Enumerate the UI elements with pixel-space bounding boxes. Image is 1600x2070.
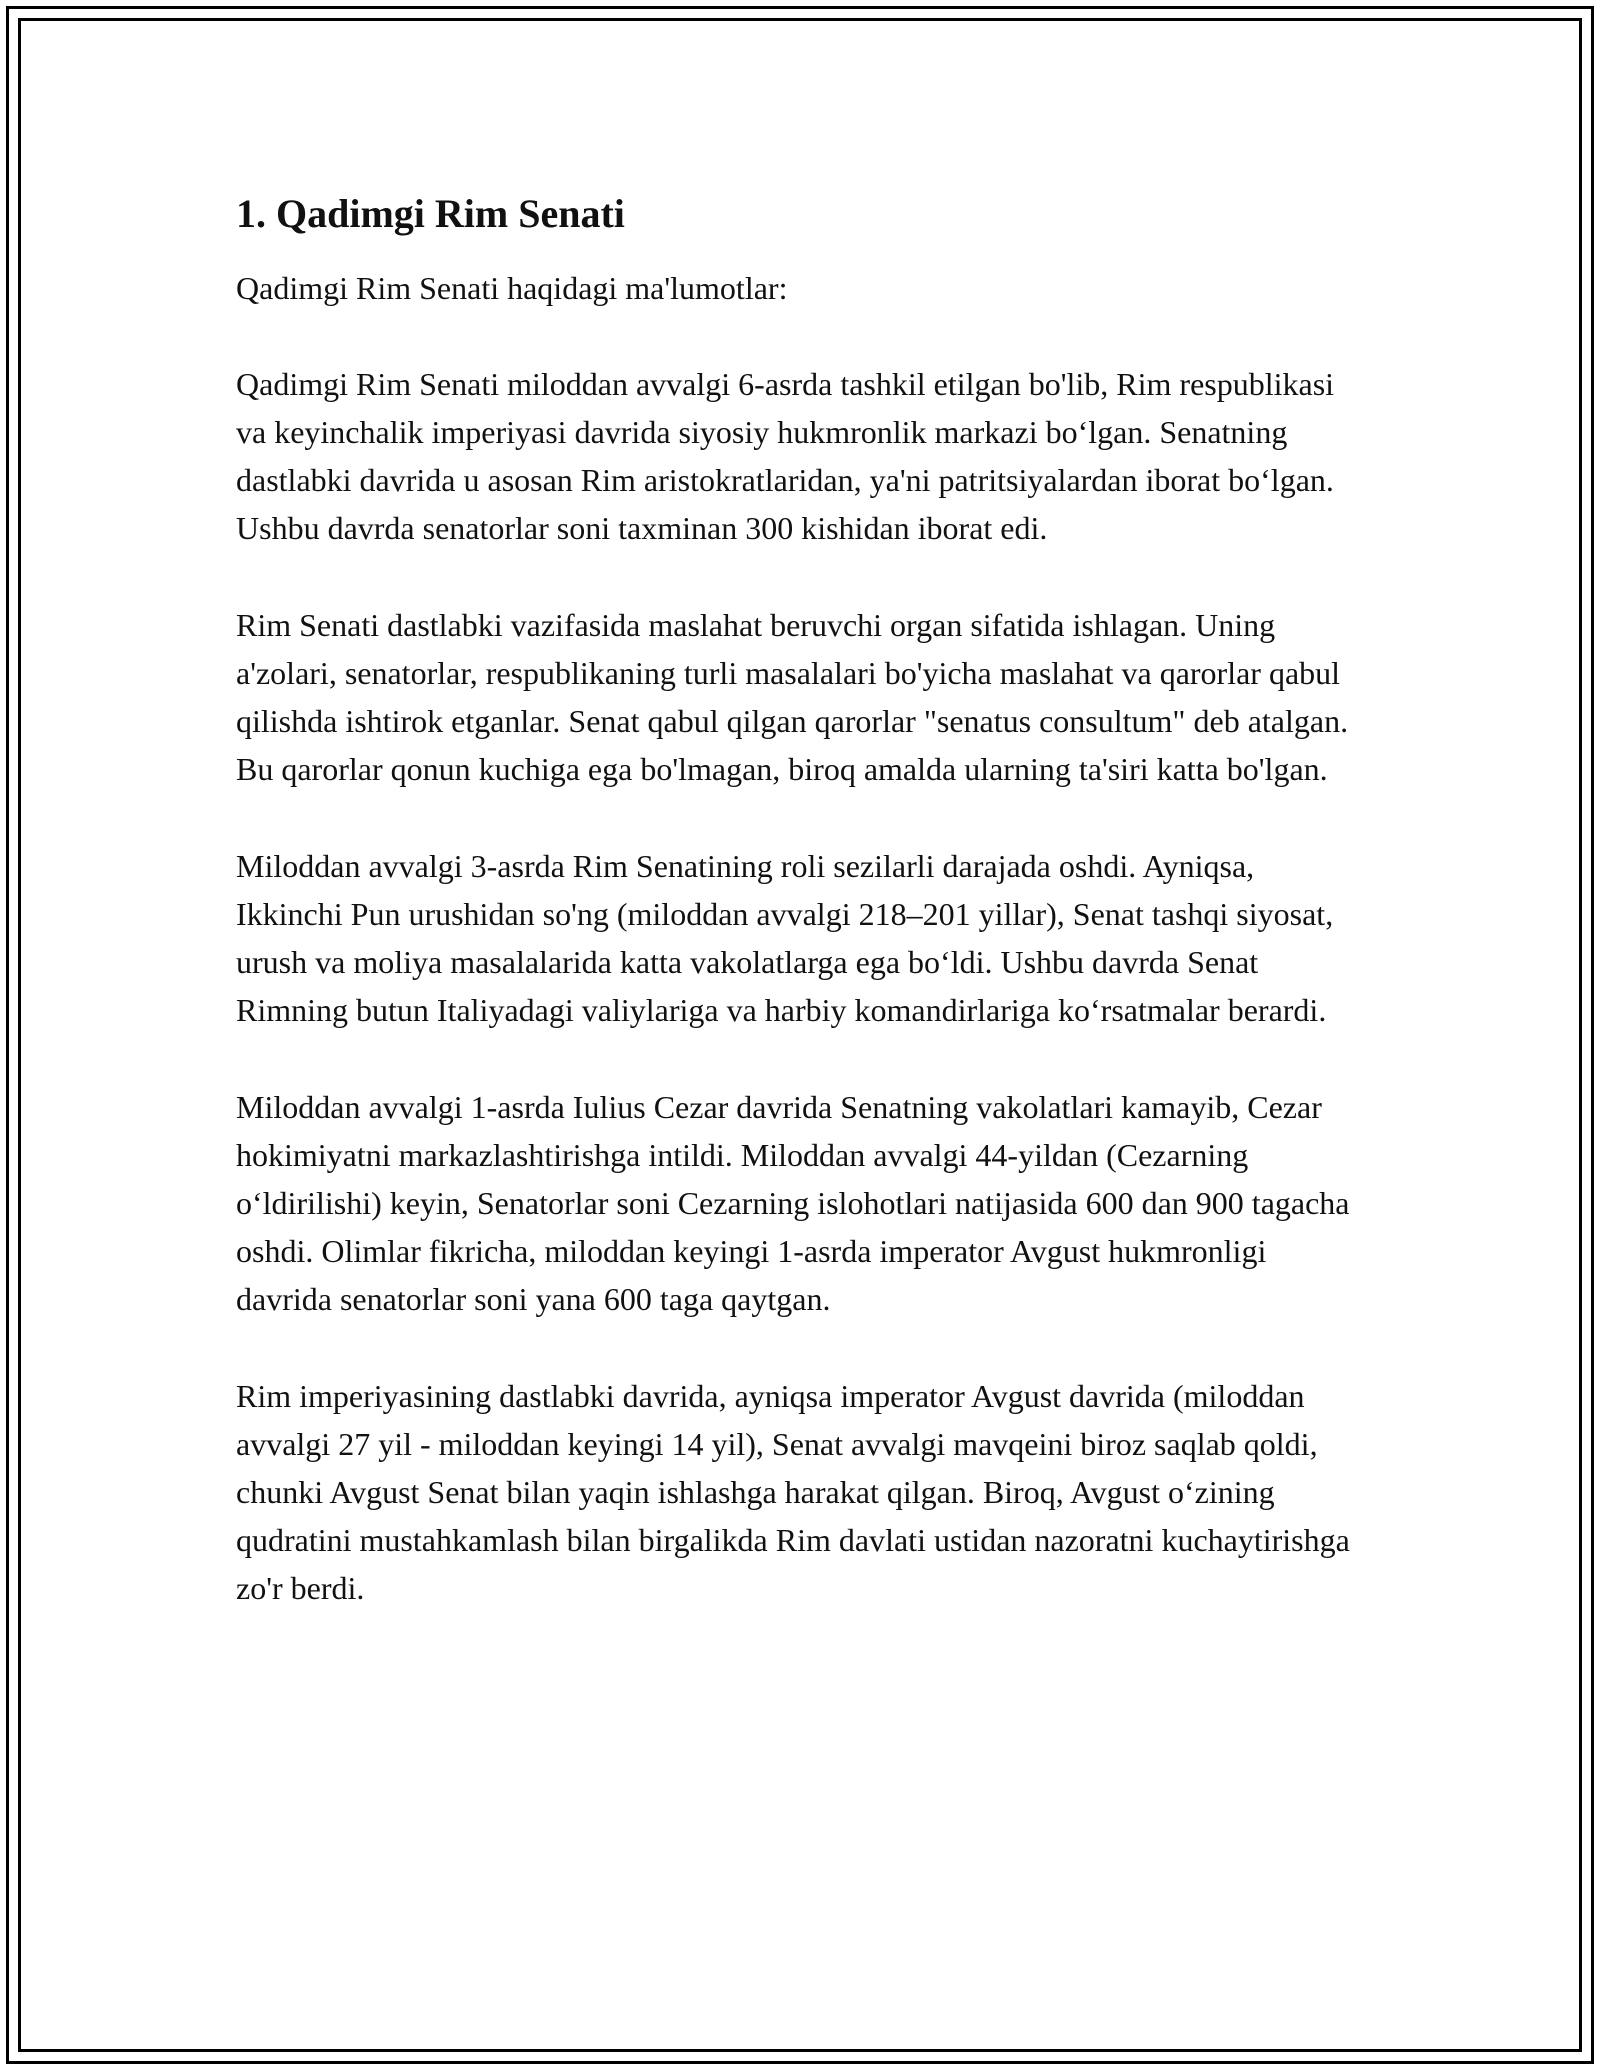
- paragraph-augustus-era: Rim imperiyasining dastlabki davrida, ayniqsa imperator Avgust davrida (miloddan avvalgi 27 yil - miloddan keyingi 14 yil), Senat avvalgi mavqeini biroz saqlab qoldi, chunki Avgust Senat bilan yaqin ishlashga harakat qilgan. Biroq, Avgust o‘zining qudratini mustahkamlash bilan birgalikda Rim davlati ustidan nazoratni kuchaytirishga zo'r berdi.: [236, 1378, 1350, 1606]
- document-body: [236, 186, 1366, 1661]
- intro-line: Qadimgi Rim Senati haqidagi ma'lumotlar:: [236, 270, 788, 306]
- section-heading: 1. Qadimgi Rim Senati: [236, 191, 625, 236]
- paragraph-caesar-era: Miloddan avvalgi 1-asrda Iulius Cezar davrida Senatning vakolatlari kamayib, Cezar hokimiyatni markazlashtirishga intildi. Miloddan avvalgi 44-yildan (Cezarning o‘ldirilishi) keyin, Senatorlar soni Cezarning islohotlari natijasida 600 dan 900 tagacha oshdi. Olimlar fikricha, miloddan keyingi 1-asrda imperator Avgust hukmronligi davrida senatorlar soni yana 600 taga qaytgan.: [236, 1089, 1350, 1317]
- paragraph-advisory-role: Rim Senati dastlabki vazifasida maslahat beruvchi organ sifatida ishlagan. Uning a'zolari, senatorlar, respublikaning turli masalalari bo'yicha maslahat va qarorlar qabul qilishda ishtirok etganlar. Senat qabul qilgan qarorlar "senatus consultum" deb atalgan. Bu qarorlar qonun kuchiga ega bo'lmagan, biroq amalda ularning ta'siri katta bo'lgan.: [236, 607, 1349, 787]
- paragraph-founding: Qadimgi Rim Senati miloddan avvalgi 6-asrda tashkil etilgan bo'lib, Rim respublikasi va keyinchalik imperiyasi davrida siyosiy hukmronlik markazi bo‘lgan. Senatning dastlabki davrida u asosan Rim aristokratlaridan, ya'ni patritsiyalardan iborat bo‘lgan. Ushbu davrda senatorlar soni taxminan 300 kishidan iborat edi.: [236, 366, 1335, 546]
- paragraph-third-century: Miloddan avvalgi 3-asrda Rim Senatining roli sezilarli darajada oshdi. Ayniqsa, Ikkinchi Pun urushidan so'ng (miloddan avvalgi 218–201 yillar), Senat tashqi siyosat, urush va moliya masalalarida katta vakolatlarga ega bo‘ldi. Ushbu davrda Senat Rimning butun Italiyadagi valiylariga va harbiy komandirlariga ko‘rsatmalar berardi.: [236, 848, 1334, 1028]
